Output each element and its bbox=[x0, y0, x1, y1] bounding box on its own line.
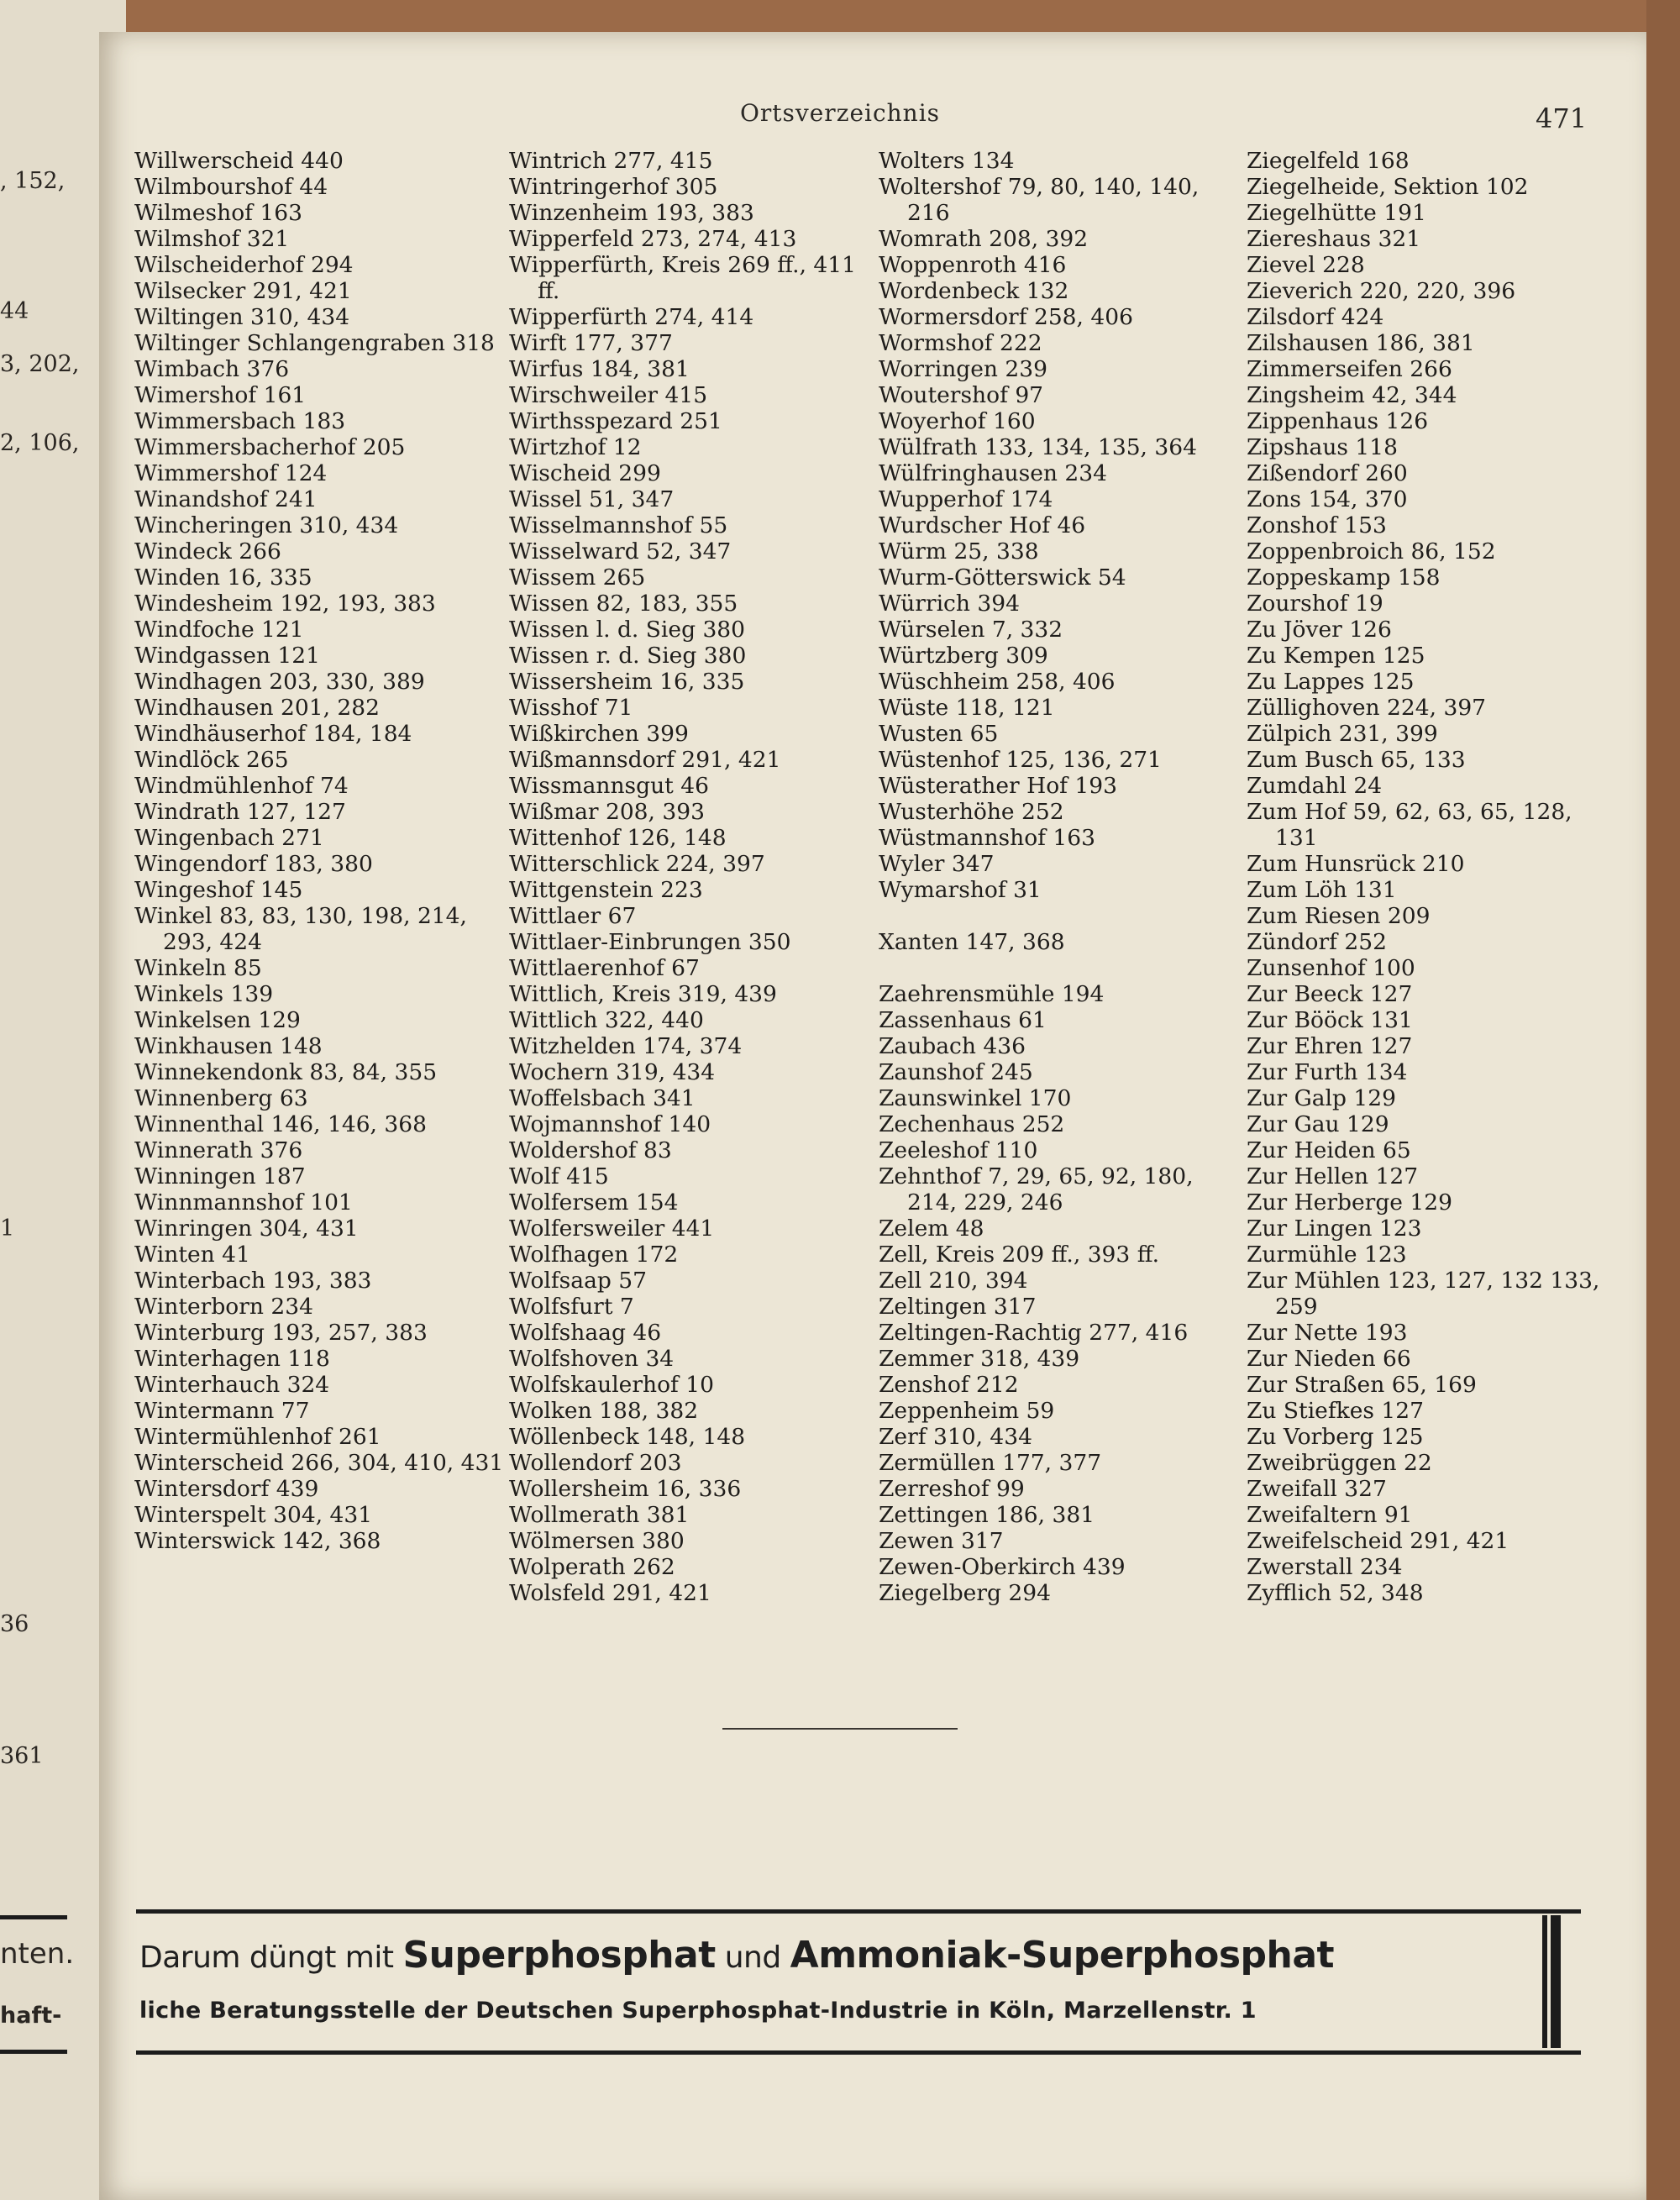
index-entry: Zum Hof 59, 62, 63, 65, 128, 131 bbox=[1247, 799, 1572, 851]
index-entry: Wimershof 161 bbox=[134, 382, 307, 408]
index-entry: Zemmer 318, 439 bbox=[879, 1346, 1080, 1372]
index-entry: Zumdahl 24 bbox=[1247, 773, 1383, 799]
index-entry: Ziegelheide, Sektion 102 bbox=[1247, 174, 1529, 200]
index-entry: Zur Hellen 127 bbox=[1247, 1163, 1419, 1189]
index-entry: Wollmerath 381 bbox=[509, 1502, 690, 1528]
index-entry: Windlöck 265 bbox=[134, 747, 289, 773]
index-entry: Zu Lappes 125 bbox=[1247, 669, 1415, 695]
index-entry: Windfoche 121 bbox=[134, 617, 304, 643]
index-entry: Zons 154, 370 bbox=[1247, 486, 1408, 512]
index-entry: Zeppenheim 59 bbox=[879, 1398, 1055, 1424]
index-entry: Winterswick 142, 368 bbox=[134, 1528, 381, 1554]
index-entry: Windesheim 192, 193, 383 bbox=[134, 591, 436, 617]
index-entry: Winkels 139 bbox=[134, 981, 274, 1007]
ad-rule-bottom bbox=[136, 2050, 1581, 2055]
index-entry: Zievel 228 bbox=[1247, 252, 1365, 278]
index-entry: Wingeshof 145 bbox=[134, 877, 303, 903]
index-entry: Wülfrath 133, 134, 135, 364 bbox=[879, 434, 1197, 460]
index-entry: Zur Beeck 127 bbox=[1247, 981, 1413, 1007]
ad-contact-line: liche Beratungsstelle der Deutschen Superphosphat-Industrie in Köln, Marzellenstr. 1 bbox=[139, 1998, 1257, 2024]
index-entry: Zaubach 436 bbox=[879, 1033, 1026, 1059]
index-entry: Wüste 118, 121 bbox=[879, 695, 1055, 721]
index-entry: Wimbach 376 bbox=[134, 356, 290, 382]
index-entry: Wölmersen 380 bbox=[509, 1528, 685, 1554]
index-entry: Würtzberg 309 bbox=[879, 643, 1048, 669]
index-entry: Wolfhagen 172 bbox=[509, 1242, 679, 1268]
index-entry: Wolf 415 bbox=[509, 1163, 609, 1189]
index-entry: Zechenhaus 252 bbox=[879, 1111, 1065, 1137]
index-entry: Zelem 48 bbox=[879, 1216, 984, 1242]
index-entry: Wolters 134 bbox=[879, 148, 1015, 174]
index-entry: Wusterhöhe 252 bbox=[879, 799, 1064, 825]
index-entry: Windmühlenhof 74 bbox=[134, 773, 349, 799]
index-entry: Windhagen 203, 330, 389 bbox=[134, 669, 425, 695]
index-entry: Wittlich, Kreis 319, 439 bbox=[509, 981, 777, 1007]
index-entry: Wolfshaag 46 bbox=[509, 1320, 662, 1346]
index-entry: Wisselmannshof 55 bbox=[509, 512, 728, 538]
index-entry: Woyerhof 160 bbox=[879, 408, 1036, 434]
index-entry: Zur Nette 193 bbox=[1247, 1320, 1408, 1346]
index-entry: Wissersheim 16, 335 bbox=[509, 669, 745, 695]
index-entry: Wurdscher Hof 46 bbox=[879, 512, 1086, 538]
index-entry: Wolken 188, 382 bbox=[509, 1398, 699, 1424]
index-entry: Zeltingen-Rachtig 277, 416 bbox=[879, 1320, 1189, 1346]
index-entry: Wolfersem 154 bbox=[509, 1189, 679, 1216]
index-entry: Wupperhof 174 bbox=[879, 486, 1053, 512]
index-column-2 bbox=[509, 148, 870, 1606]
index-entry: Zum Löh 131 bbox=[1247, 877, 1397, 903]
index-entry: Wilmbourshof 44 bbox=[134, 174, 328, 200]
index-entry: Zell 210, 394 bbox=[879, 1268, 1028, 1294]
index-entry: Zehnthof 7, 29, 65, 92, 180, 214, 229, 246 bbox=[879, 1163, 1194, 1216]
index-entry: Wolfsfurt 7 bbox=[509, 1294, 634, 1320]
left-page-text: 36 bbox=[0, 1611, 29, 1637]
index-column-3 bbox=[879, 148, 1240, 1606]
index-entry: Zilshausen 186, 381 bbox=[1247, 330, 1475, 356]
index-entry: Winterborn 234 bbox=[134, 1294, 313, 1320]
index-entry: Winandshof 241 bbox=[134, 486, 318, 512]
index-entry: Zeeleshof 110 bbox=[879, 1137, 1038, 1163]
index-entry: Zur Herberge 129 bbox=[1247, 1189, 1452, 1216]
index-entry: Wirschweiler 415 bbox=[509, 382, 708, 408]
index-entry: Zur Furth 134 bbox=[1247, 1059, 1408, 1085]
index-entry: Zülpich 231, 399 bbox=[1247, 721, 1438, 747]
index-entry: Wilsecker 291, 421 bbox=[134, 278, 352, 304]
index-entry: Wingenbach 271 bbox=[134, 825, 324, 851]
index-entry: Windrath 127, 127 bbox=[134, 799, 346, 825]
index-entry: Winden 16, 335 bbox=[134, 564, 312, 591]
index-entry: Winkeln 85 bbox=[134, 955, 262, 981]
index-entry: Wollersheim 16, 336 bbox=[509, 1476, 742, 1502]
index-entry: Zißendorf 260 bbox=[1247, 460, 1408, 486]
index-entry: Winkel 83, 83, 130, 198, 214, 293, 424 bbox=[134, 903, 467, 955]
index-entry: Zassenhaus 61 bbox=[879, 1007, 1047, 1033]
index-entry: Zell, Kreis 209 ff., 393 ff. bbox=[879, 1242, 1160, 1268]
index-entry: Zwerstall 234 bbox=[1247, 1554, 1403, 1580]
index-entry: Wirthsspezard 251 bbox=[509, 408, 722, 434]
index-entry: Zu Vorberg 125 bbox=[1247, 1424, 1424, 1450]
index-entry: Worringen 239 bbox=[879, 356, 1047, 382]
index-entry: Wipperfeld 273, 274, 413 bbox=[509, 226, 797, 252]
index-entry: Wißmannsdorf 291, 421 bbox=[509, 747, 781, 773]
index-entry: Wilscheiderhof 294 bbox=[134, 252, 354, 278]
index-entry: Zilsdorf 424 bbox=[1247, 304, 1384, 330]
index-entry: Wintermann 77 bbox=[134, 1398, 310, 1424]
index-entry: Wimmersbach 183 bbox=[134, 408, 346, 434]
index-entry: Zourshof 19 bbox=[1247, 591, 1383, 617]
index-column-4 bbox=[1247, 148, 1608, 1606]
index-entry: Wintrich 277, 415 bbox=[509, 148, 713, 174]
index-entry: Wyler 347 bbox=[879, 851, 995, 877]
index-entry: Zurmühle 123 bbox=[1247, 1242, 1407, 1268]
index-entry: Zur Straßen 65, 169 bbox=[1247, 1372, 1477, 1398]
left-page-text: 361 bbox=[0, 1743, 44, 1769]
index-entry: Wiltingen 310, 434 bbox=[134, 304, 350, 330]
index-entry: Zyfflich 52, 348 bbox=[1247, 1580, 1424, 1606]
index-entry: Wintermühlenhof 261 bbox=[134, 1424, 381, 1450]
index-entry: Ziegelfeld 168 bbox=[1247, 148, 1410, 174]
index-entry: Zoppeskamp 158 bbox=[1247, 564, 1441, 591]
index-entry: Wochern 319, 434 bbox=[509, 1059, 716, 1085]
left-page-text: 2, 106, bbox=[0, 430, 80, 456]
index-entry: Wisshof 71 bbox=[509, 695, 633, 721]
index-entry: Wittlich 322, 440 bbox=[509, 1007, 704, 1033]
index-entry: Zunsenhof 100 bbox=[1247, 955, 1415, 981]
index-entry: Zenshof 212 bbox=[879, 1372, 1019, 1398]
index-entry: Wordenbeck 132 bbox=[879, 278, 1069, 304]
index-entry: Wimmersbacherhof 205 bbox=[134, 434, 406, 460]
index-entry: Winnekendonk 83, 84, 355 bbox=[134, 1059, 438, 1085]
index-entry: Wissen 82, 183, 355 bbox=[509, 591, 738, 617]
index-entry: Wißmar 208, 393 bbox=[509, 799, 705, 825]
index-entry: Wormersdorf 258, 406 bbox=[879, 304, 1133, 330]
index-entry: Winningen 187 bbox=[134, 1163, 306, 1189]
page-number: 471 bbox=[1536, 102, 1588, 134]
index-entry: Zur Gau 129 bbox=[1247, 1111, 1389, 1137]
index-entry: Zaunshof 245 bbox=[879, 1059, 1033, 1085]
index-entry: Zweifall 327 bbox=[1247, 1476, 1387, 1502]
index-entry: Windeck 266 bbox=[134, 538, 281, 564]
index-entry: Wittlaerenhof 67 bbox=[509, 955, 700, 981]
index-entry: Wilmshof 321 bbox=[134, 226, 290, 252]
index-entry: Wipperfürth 274, 414 bbox=[509, 304, 754, 330]
index-entry: Wittenhof 126, 148 bbox=[509, 825, 727, 851]
index-entry: Zaunswinkel 170 bbox=[879, 1085, 1072, 1111]
index-entry: Winnmannshof 101 bbox=[134, 1189, 353, 1216]
index-entry: Wojmannshof 140 bbox=[509, 1111, 711, 1137]
index-entry: Winterbach 193, 383 bbox=[134, 1268, 372, 1294]
index-entry: Winterburg 193, 257, 383 bbox=[134, 1320, 428, 1346]
index-entry: Womrath 208, 392 bbox=[879, 226, 1089, 252]
index-entry: Wolfersweiler 441 bbox=[509, 1216, 715, 1242]
index-entry: Wimmershof 124 bbox=[134, 460, 328, 486]
book-cover-edge-right bbox=[1646, 0, 1680, 2200]
index-entry: Winterscheid 266, 304, 410, 431 bbox=[134, 1450, 504, 1476]
index-entry: Wissmannsgut 46 bbox=[509, 773, 709, 799]
index-entry: Zipshaus 118 bbox=[1247, 434, 1398, 460]
left-page-text: 1 bbox=[0, 1216, 15, 1242]
index-entry: Wipperfürth, Kreis 269 ff., 411 ff. bbox=[509, 252, 857, 304]
index-entry: Zur Nieden 66 bbox=[1247, 1346, 1411, 1372]
index-entry: Zweifelscheid 291, 421 bbox=[1247, 1528, 1509, 1554]
index-entry: Ziegelhütte 191 bbox=[1247, 200, 1426, 226]
section-divider bbox=[722, 1728, 958, 1730]
index-entry: Ziegelberg 294 bbox=[879, 1580, 1051, 1606]
index-entry: Zur Galp 129 bbox=[1247, 1085, 1396, 1111]
index-gap bbox=[879, 955, 1240, 981]
index-entry: Wurm-Götterswick 54 bbox=[879, 564, 1126, 591]
index-entry: Zoppenbroich 86, 152 bbox=[1247, 538, 1496, 564]
index-entry: Wülfringhausen 234 bbox=[879, 460, 1107, 486]
index-entry: Zur Lingen 123 bbox=[1247, 1216, 1422, 1242]
index-entry: Zewen 317 bbox=[879, 1528, 1004, 1554]
index-entry: Wolsfeld 291, 421 bbox=[509, 1580, 711, 1606]
index-entry: Zum Riesen 209 bbox=[1247, 903, 1431, 929]
index-entry: Wüstmannshof 163 bbox=[879, 825, 1095, 851]
index-entry: Wolfskaulerhof 10 bbox=[509, 1372, 714, 1398]
index-entry: Würrich 394 bbox=[879, 591, 1020, 617]
index-entry: Wüstenhof 125, 136, 271 bbox=[879, 747, 1162, 773]
ad-rule-top bbox=[136, 1909, 1581, 1914]
index-entry: Zur Heiden 65 bbox=[1247, 1137, 1411, 1163]
index-entry: Wiltinger Schlangengraben 318 bbox=[134, 330, 495, 356]
index-entry: Wüschheim 258, 406 bbox=[879, 669, 1116, 695]
index-entry: Zur Mühlen 123, 127, 132 133, 259 bbox=[1247, 1268, 1600, 1320]
index-entry: Windhäuserhof 184, 184 bbox=[134, 721, 412, 747]
index-entry: Wingendorf 183, 380 bbox=[134, 851, 373, 877]
index-entry: Würselen 7, 332 bbox=[879, 617, 1063, 643]
index-entry: Wintersdorf 439 bbox=[134, 1476, 319, 1502]
index-entry: Zum Hunsrück 210 bbox=[1247, 851, 1465, 877]
left-page-text: 3, 202, bbox=[0, 351, 80, 377]
index-entry: Wißkirchen 399 bbox=[509, 721, 689, 747]
index-entry: Zündorf 252 bbox=[1247, 929, 1387, 955]
index-entry: Wöllenbeck 148, 148 bbox=[509, 1424, 746, 1450]
index-entry: Züllighoven 224, 397 bbox=[1247, 695, 1487, 721]
index-entry: Winzenheim 193, 383 bbox=[509, 200, 754, 226]
index-entry: Wissen l. d. Sieg 380 bbox=[509, 617, 746, 643]
index-entry: Winnenthal 146, 146, 368 bbox=[134, 1111, 427, 1137]
index-column-1 bbox=[134, 148, 504, 1554]
index-entry: Wüsterather Hof 193 bbox=[879, 773, 1117, 799]
index-entry: Windgassen 121 bbox=[134, 643, 320, 669]
index-entry: Zerf 310, 434 bbox=[879, 1424, 1033, 1450]
index-entry: Zettingen 186, 381 bbox=[879, 1502, 1095, 1528]
book-cover-edge-top bbox=[126, 0, 1680, 34]
ad-bar bbox=[1542, 1915, 1547, 2048]
index-entry: Witterschlick 224, 397 bbox=[509, 851, 765, 877]
index-entry: Wymarshof 31 bbox=[879, 877, 1042, 903]
index-entry: Ziereshaus 321 bbox=[1247, 226, 1421, 252]
index-entry: Würm 25, 338 bbox=[879, 538, 1039, 564]
index-entry: Zur Ehren 127 bbox=[1247, 1033, 1413, 1059]
index-entry: Willwerscheid 440 bbox=[134, 148, 344, 174]
index-entry: Winnerath 376 bbox=[134, 1137, 303, 1163]
left-page-rule bbox=[0, 2050, 67, 2054]
index-entry: Wolfshoven 34 bbox=[509, 1346, 675, 1372]
index-entry: Woppenroth 416 bbox=[879, 252, 1067, 278]
index-entry: Winringen 304, 431 bbox=[134, 1216, 359, 1242]
index-entry: Zewen-Oberkirch 439 bbox=[879, 1554, 1126, 1580]
index-entry: Woutershof 97 bbox=[879, 382, 1044, 408]
page-title: Ortsverzeichnis bbox=[739, 99, 941, 127]
index-entry: Winnenberg 63 bbox=[134, 1085, 308, 1111]
index-entry: Wolfsaap 57 bbox=[509, 1268, 647, 1294]
index-entry: Zum Busch 65, 133 bbox=[1247, 747, 1466, 773]
index-entry: Wirfus 184, 381 bbox=[509, 356, 690, 382]
index-entry: Woldershof 83 bbox=[509, 1137, 672, 1163]
index-entry: Zur Bööck 131 bbox=[1247, 1007, 1413, 1033]
index-entry: Woffelsbach 341 bbox=[509, 1085, 696, 1111]
left-page-text: , 152, bbox=[0, 168, 66, 194]
index-entry: Zu Stiefkes 127 bbox=[1247, 1398, 1425, 1424]
index-entry: Zieverich 220, 220, 396 bbox=[1247, 278, 1516, 304]
index-entry: Wormshof 222 bbox=[879, 330, 1042, 356]
ad-lead-text: Darum düngt mit bbox=[139, 1940, 403, 1975]
index-entry: Zaehrensmühle 194 bbox=[879, 981, 1105, 1007]
index-entry: Winten 41 bbox=[134, 1242, 250, 1268]
index-entry: Wissel 51, 347 bbox=[509, 486, 675, 512]
ad-product-ammoniak: Ammoniak-Superphosphat bbox=[790, 1934, 1335, 1977]
index-entry: Wittlaer 67 bbox=[509, 903, 637, 929]
left-page-text: 44 bbox=[0, 298, 29, 324]
index-entry: Wilmeshof 163 bbox=[134, 200, 302, 226]
index-entry: Zonshof 153 bbox=[1247, 512, 1387, 538]
index-entry: Zippenhaus 126 bbox=[1247, 408, 1429, 434]
index-entry: Winkhausen 148 bbox=[134, 1033, 323, 1059]
index-entry: Wissen r. d. Sieg 380 bbox=[509, 643, 747, 669]
index-entry: Xanten 147, 368 bbox=[879, 929, 1065, 955]
index-entry: Wirtzhof 12 bbox=[509, 434, 642, 460]
index-entry: Woltershof 79, 80, 140, 140, 216 bbox=[879, 174, 1200, 226]
index-entry: Wolperath 262 bbox=[509, 1554, 675, 1580]
index-entry: Wisselward 52, 347 bbox=[509, 538, 732, 564]
index-entry: Winterhagen 118 bbox=[134, 1346, 330, 1372]
index-entry: Winterhauch 324 bbox=[134, 1372, 330, 1398]
index-gap bbox=[879, 903, 1240, 929]
index-entry: Witzhelden 174, 374 bbox=[509, 1033, 743, 1059]
left-page-text: haft- bbox=[0, 2003, 62, 2029]
index-entry: Wollendorf 203 bbox=[509, 1450, 682, 1476]
index-entry: Wintringerhof 305 bbox=[509, 174, 718, 200]
index-entry: Wirft 177, 377 bbox=[509, 330, 673, 356]
ad-headline bbox=[139, 1934, 1551, 1977]
index-entry: Zimmerseifen 266 bbox=[1247, 356, 1452, 382]
left-page-text: nten. bbox=[0, 1937, 75, 1971]
index-entry: Zingsheim 42, 344 bbox=[1247, 382, 1457, 408]
index-entry: Windhausen 201, 282 bbox=[134, 695, 380, 721]
index-entry: Wittlaer-Einbrungen 350 bbox=[509, 929, 791, 955]
index-entry: Wissem 265 bbox=[509, 564, 646, 591]
index-entry: Zermüllen 177, 377 bbox=[879, 1450, 1102, 1476]
left-page-rule bbox=[0, 1915, 67, 1919]
index-entry: Winterspelt 304, 431 bbox=[134, 1502, 373, 1528]
index-entry: Zweibrüggen 22 bbox=[1247, 1450, 1432, 1476]
index-entry: Zeltingen 317 bbox=[879, 1294, 1037, 1320]
ad-bar bbox=[1551, 1915, 1561, 2048]
index-entry: Zu Jöver 126 bbox=[1247, 617, 1392, 643]
ad-product-superphosphat: Superphosphat bbox=[402, 1934, 716, 1977]
index-entry: Wischeid 299 bbox=[509, 460, 661, 486]
ad-connector: und bbox=[715, 1940, 790, 1975]
index-entry: Zerreshof 99 bbox=[879, 1476, 1025, 1502]
index-entry: Winkelsen 129 bbox=[134, 1007, 301, 1033]
index-entry: Zu Kempen 125 bbox=[1247, 643, 1425, 669]
index-entry: Wusten 65 bbox=[879, 721, 999, 747]
index-entry: Zweifaltern 91 bbox=[1247, 1502, 1413, 1528]
index-entry: Wincheringen 310, 434 bbox=[134, 512, 399, 538]
index-entry: Wittgenstein 223 bbox=[509, 877, 703, 903]
